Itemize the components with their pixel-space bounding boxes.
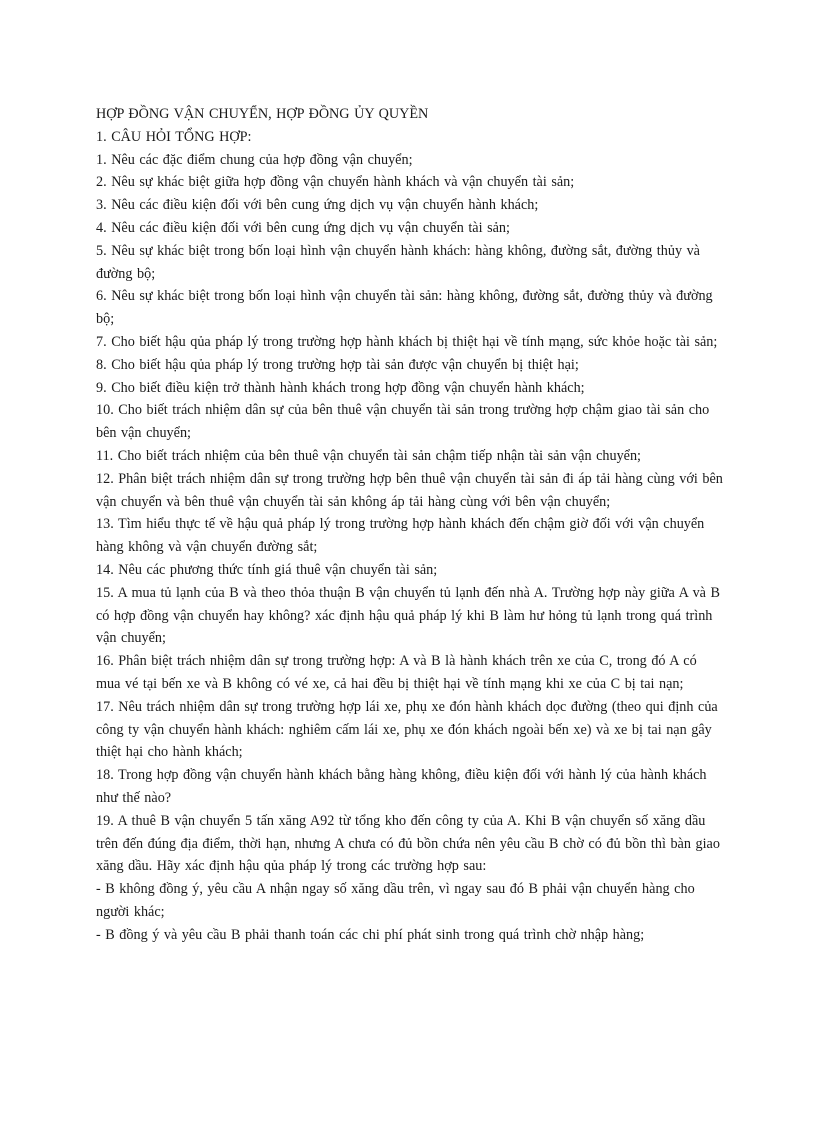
question-item: 19. A thuê B vận chuyển 5 tấn xăng A92 từ tổng kho đến công ty của A. Khi B vận chuyển số xăng dầu trên đến đúng địa điểm, thời hạn, nhưng A chưa có đủ bồn chứa nên yêu cầu B chờ có đủ bồn thì bàn giao xăng dầu. Hãy xác định hậu qủa pháp lý trong các trường hợp sau: [96, 812, 720, 875]
question-item: 12. Phân biệt trách nhiệm dân sự trong trường hợp bên thuê vận chuyển tài sản đi áp tải hàng cùng với bên vận chuyển và bên thuê vận chuyển tài sản không áp tải hàng cùng với bên vận chuyển; [96, 470, 723, 510]
section-heading: 1. CÂU HỎI TỔNG HỢP: [96, 128, 252, 145]
sub-item: - B đồng ý và yêu cầu B phải thanh toán các chi phí phát sinh trong quá trình chờ nhập hàng; [96, 926, 645, 943]
question-item: 14. Nêu các phương thức tính giá thuê vận chuyển tài sản; [96, 561, 438, 578]
question-item: 3. Nêu các điều kiện đối với bên cung ứng dịch vụ vận chuyển hành khách; [96, 197, 539, 214]
question-item: 10. Cho biết trách nhiệm dân sự của bên thuê vận chuyển tài sản trong trường hợp chậm giao tài sản cho bên vận chuyển; [96, 402, 710, 442]
question-item: 2. Nêu sự khác biệt giữa hợp đồng vận chuyển hành khách và vận chuyển tài sản; [96, 174, 575, 191]
document-page [96, 103, 724, 946]
question-item: 16. Phân biệt trách nhiệm dân sự trong trường hợp: A và B là hành khách trên xe của C, trong đó A có mua vé tại bến xe và B không có vé xe, cả hai đều bị thiệt hại về tính mạng khi xe của C bị tai nạn; [96, 653, 697, 692]
question-item: 18. Trong hợp đồng vận chuyển hành khách bằng hàng không, điều kiện đối với hành lý của hành khách như thế nào? [96, 767, 707, 806]
document-title: HỢP ĐỒNG VẬN CHUYỂN, HỢP ĐỒNG ỦY QUYỀN [96, 106, 429, 122]
question-item: 9. Cho biết điều kiện trở thành hành khách trong hợp đồng vận chuyển hành khách; [96, 379, 585, 396]
question-item: 1. Nêu các đặc điểm chung của hợp đồng vận chuyển; [96, 151, 413, 168]
question-item: 8. Cho biết hậu qủa pháp lý trong trường hợp tài sản được vận chuyển bị thiệt hại; [96, 356, 579, 373]
sub-item: - B không đồng ý, yêu cầu A nhận ngay số xăng dầu trên, vì ngay sau đó B phải vận chuyển hàng cho người khác; [96, 881, 695, 920]
question-item: 17. Nêu trách nhiệm dân sự trong trường hợp lái xe, phụ xe đón hành khách dọc đường (theo qui định của công ty vận chuyển hành khách: nghiêm cấm lái xe, phụ xe đón khách ngoài bến xe) và xe bị tai nạn gây thiệt hại cho hành khách; [96, 698, 718, 761]
question-item: 11. Cho biết trách nhiệm của bên thuê vận chuyển tài sản chậm tiếp nhận tài sản vận chuyển; [96, 447, 642, 464]
question-item: 6. Nêu sự khác biệt trong bốn loại hình vận chuyển tài sản: hàng không, đường sắt, đường thủy và đường bộ; [96, 288, 713, 328]
question-item: 15. A mua tủ lạnh của B và theo thỏa thuận B vận chuyển tủ lạnh đến nhà A. Trường hợp này giữa A và B có hợp đồng vận chuyển hay không? xác định hậu quả pháp lý khi B làm hư hỏng tủ lạnh trong quá trình vận chuyển; [96, 584, 720, 647]
question-item: 5. Nêu sự khác biệt trong bốn loại hình vận chuyển hành khách: hàng không, đường sắt, đường thủy và đường bộ; [96, 242, 700, 282]
question-item: 13. Tìm hiểu thực tế về hậu quả pháp lý trong trường hợp hành khách đến chậm giờ đối với vận chuyển hàng không và vận chuyển đường sắt; [96, 516, 705, 556]
question-item: 7. Cho biết hậu qủa pháp lý trong trường hợp hành khách bị thiệt hại về tính mạng, sức khỏe hoặc tài sản; [96, 333, 718, 350]
question-item: 4. Nêu các điều kiện đối với bên cung ứng dịch vụ vận chuyển tài sản; [96, 219, 510, 236]
